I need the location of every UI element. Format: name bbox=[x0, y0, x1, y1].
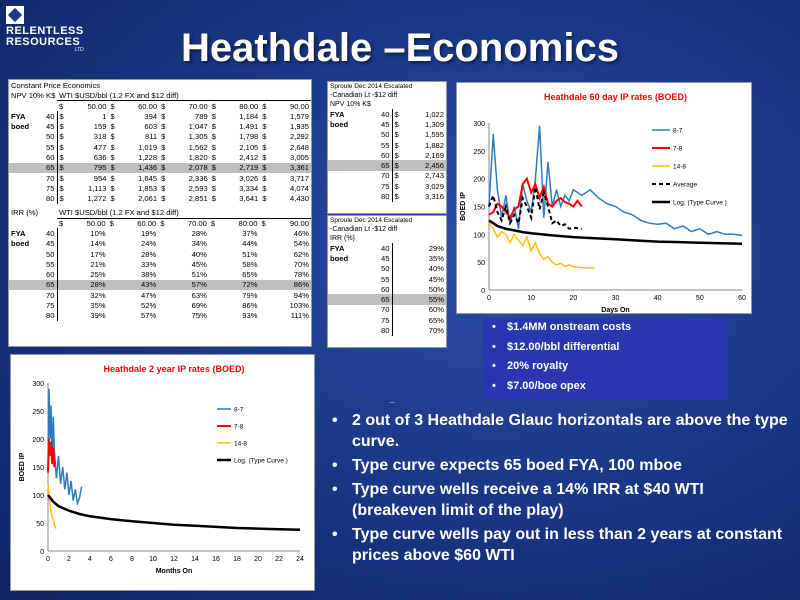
value-cell: 50% bbox=[428, 284, 444, 294]
value-cell: 75% bbox=[191, 311, 207, 321]
value-cell: 65% bbox=[428, 315, 444, 325]
rate-cell: 60 bbox=[362, 284, 392, 294]
table-row bbox=[9, 249, 311, 259]
chart-60-day bbox=[456, 82, 752, 314]
legend-label: 14-8 bbox=[673, 163, 687, 171]
rate-cell: 70 bbox=[362, 305, 392, 315]
table-row: boed 45 $ 1,309 bbox=[330, 119, 444, 129]
table-row bbox=[328, 264, 446, 274]
value-cell: 47% bbox=[141, 290, 157, 300]
rate-cell: 65 bbox=[37, 280, 57, 290]
rate-cell: 55 bbox=[37, 142, 57, 152]
rate-cell: 70 bbox=[37, 173, 57, 183]
value-cell: 2,593 bbox=[188, 183, 208, 193]
table-row bbox=[328, 243, 446, 253]
table-row: 55 $ 1,882 bbox=[328, 140, 446, 150]
price-column-header: 70.00 bbox=[169, 218, 209, 228]
x-tick-label: 16 bbox=[212, 556, 220, 563]
value-cell: 1,882 bbox=[424, 140, 444, 150]
value-cell: 10% bbox=[90, 229, 106, 238]
value-cell: 86% bbox=[270, 280, 311, 290]
table-row: 80 $ 1,272 $ 2,061 $ 2,851 $ 3,641 $ 4,430 bbox=[9, 193, 311, 203]
value-cell: 32% bbox=[90, 290, 106, 300]
value-cell: 28% bbox=[68, 280, 108, 290]
rate-cell: 75 bbox=[362, 181, 392, 191]
rate-cell: 45 bbox=[37, 121, 57, 131]
chart-title: Heathdale 60 day IP rates (BOED) bbox=[544, 92, 687, 102]
table-row bbox=[9, 280, 311, 290]
value-cell: 1,272 bbox=[87, 194, 107, 204]
value-cell: 2,648 bbox=[289, 142, 309, 152]
value-cell: 1,820 bbox=[188, 152, 208, 162]
key-point-item: • Type curve expects 65 boed FYA, 100 mboe bbox=[330, 455, 790, 476]
value-cell: 65% bbox=[242, 270, 258, 280]
value-cell: 2,105 bbox=[239, 142, 259, 152]
table-row bbox=[9, 259, 311, 269]
legend-label: Average bbox=[673, 181, 698, 189]
table-row: FYA 40 $ 1,022 bbox=[330, 109, 444, 119]
value-cell: 3,316 bbox=[424, 192, 444, 202]
value-cell: 51% bbox=[242, 249, 258, 259]
value-cell: 2,061 bbox=[138, 194, 158, 204]
value-cell: 40% bbox=[191, 249, 207, 259]
esc-npv-line2: -Canadian Lt -$12 diff bbox=[330, 92, 398, 99]
key-points bbox=[330, 410, 790, 569]
value-cell: 2,169 bbox=[424, 150, 444, 160]
assumption-item: • $12.00/bbl differential bbox=[483, 338, 728, 358]
value-cell: 2,336 bbox=[188, 173, 208, 183]
value-cell: 159 bbox=[93, 122, 107, 132]
price-column-header: 60.00 bbox=[118, 218, 158, 228]
chart-2-year-svg bbox=[11, 355, 316, 592]
price-column-header: 70.00 bbox=[170, 101, 210, 111]
y-tick-label: 300 bbox=[32, 381, 44, 388]
rate-cell: 40 bbox=[362, 109, 392, 119]
y-tick-label: 0 bbox=[481, 288, 485, 295]
y-tick-label: 150 bbox=[473, 204, 485, 212]
rate-cell: 80 bbox=[37, 311, 57, 321]
price-column-header: 90.00 bbox=[270, 218, 311, 228]
value-cell: 3,334 bbox=[239, 183, 259, 193]
table-row: 75 $ 3,029 bbox=[328, 181, 446, 191]
value-cell: 3,029 bbox=[424, 181, 444, 191]
logo-mark-icon bbox=[6, 6, 24, 24]
value-cell: 17% bbox=[90, 249, 106, 259]
value-cell: 2,743 bbox=[424, 171, 444, 181]
value-cell: 1,562 bbox=[188, 142, 208, 152]
value-cell: 94% bbox=[293, 290, 309, 300]
x-tick-label: 22 bbox=[275, 556, 283, 563]
escalated-irr-panel bbox=[327, 215, 447, 348]
rate-cell: 60 bbox=[37, 270, 57, 280]
rate-cell: 50 bbox=[362, 264, 392, 274]
x-tick-label: 10 bbox=[527, 295, 536, 302]
value-cell: 34% bbox=[191, 239, 207, 249]
value-cell: 58% bbox=[242, 259, 258, 269]
logo-line-3: LTD bbox=[74, 47, 84, 53]
table-row: FYA 40 $ 1 $ 394 $ 789 $ 1,184 $ 1,579 bbox=[11, 111, 309, 121]
value-cell: 2,292 bbox=[289, 132, 309, 142]
rate-cell: 60 bbox=[362, 150, 392, 160]
table-row: 65 $ 795 $ 1,436 $ 2,078 $ 2,719 $ 3,361 bbox=[9, 163, 311, 173]
chart-60-day-svg bbox=[457, 83, 753, 315]
x-tick-label: 30 bbox=[611, 295, 620, 302]
value-cell: 636 bbox=[93, 152, 107, 162]
table-row bbox=[328, 325, 446, 335]
value-cell: 86% bbox=[242, 301, 258, 311]
legend-label: 8-7 bbox=[234, 406, 244, 414]
value-cell: 111% bbox=[290, 311, 309, 321]
value-cell: 57% bbox=[169, 280, 209, 290]
rate-cell: 40 bbox=[37, 228, 57, 238]
key-point-item: • Type curve wells pay out in less than 2 years at constant prices above $60 WTI bbox=[330, 524, 790, 566]
value-cell: 45% bbox=[428, 274, 444, 284]
value-cell: 72% bbox=[220, 280, 260, 290]
value-cell: 35% bbox=[428, 253, 444, 263]
table-row bbox=[328, 294, 446, 304]
price-column-header: 60.00 bbox=[119, 101, 159, 111]
table-row bbox=[9, 311, 311, 321]
value-cell: 1,113 bbox=[88, 183, 107, 193]
rate-cell: 50 bbox=[37, 249, 57, 259]
table-row: 70 $ 2,743 bbox=[328, 171, 446, 181]
value-cell: 46% bbox=[293, 229, 309, 238]
rate-cell: 55 bbox=[37, 259, 57, 269]
value-cell: 19% bbox=[141, 229, 157, 238]
x-tick-label: 60 bbox=[738, 295, 746, 302]
value-cell: 1,309 bbox=[424, 119, 444, 129]
value-cell: 2,412 bbox=[239, 152, 259, 162]
row-label: FYA bbox=[330, 109, 345, 119]
legend-label: 8-7 bbox=[673, 127, 683, 135]
logo-line-1: RELENTLESS bbox=[6, 25, 84, 37]
value-cell: 1,305 bbox=[188, 132, 208, 142]
rate-cell: 80 bbox=[362, 325, 392, 335]
irr-table: IRR (%) WTI $USD/bbl (1.2 FX and $12 diff) $ 50.00 $ 60.00 $ 70.00 $ 80.00 $ 90.00 FYA 40 10% 19% 28% 37% 46% boed 45 14% 24% 34% 44% 54% 50 17% 28% 40% 51% 62% 55 21% 33% 45% 58% 70% 60 25% 38% 51% 65% 78% 65 28% 43% 57% 72% 86% 70 32% 47% 63% 79% 94% 75 35% 52% 69% 86% 103% 80 39% 57% 75% 93% 111% bbox=[11, 208, 309, 321]
assumption-item: • 20% royalty bbox=[483, 357, 728, 377]
table-row bbox=[9, 300, 311, 310]
value-cell: 318 bbox=[93, 132, 107, 142]
table-row: 75 $ 1,113 $ 1,853 $ 2,593 $ 3,334 $ 4,074 bbox=[9, 183, 311, 193]
value-cell: 3,361 bbox=[271, 163, 311, 173]
value-cell: 51% bbox=[191, 270, 207, 280]
price-header: WTI $USD/bbl (1.2 FX and $12 diff) bbox=[59, 208, 179, 218]
value-cell: 52% bbox=[141, 301, 157, 311]
x-tick-label: 18 bbox=[233, 556, 241, 563]
y-tick-label: 100 bbox=[473, 232, 485, 240]
x-axis-label: Months On bbox=[155, 568, 193, 575]
value-cell: 28% bbox=[191, 229, 207, 238]
legend-label: 7-8 bbox=[673, 145, 683, 153]
price-column-header: 50.00 bbox=[68, 218, 108, 228]
table-row: 60 $ 636 $ 1,228 $ 1,820 $ 2,412 $ 3,005 bbox=[9, 152, 311, 162]
y-tick-label: 150 bbox=[32, 465, 44, 472]
value-cell: 60% bbox=[428, 305, 444, 315]
assumption-item: • $7.00/boe opex bbox=[483, 377, 728, 397]
x-tick-label: 2 bbox=[67, 556, 71, 563]
value-cell: 44% bbox=[242, 239, 258, 249]
value-cell: 2,078 bbox=[170, 163, 210, 173]
value-cell: 37% bbox=[242, 229, 258, 238]
assumption-item: • $1.4MM onstream costs bbox=[483, 318, 728, 338]
value-cell: 1,935 bbox=[289, 122, 309, 132]
value-cell: 1,853 bbox=[138, 183, 158, 193]
value-cell: 394 bbox=[144, 111, 158, 121]
value-cell: 63% bbox=[191, 290, 207, 300]
x-tick-label: 8 bbox=[130, 556, 134, 563]
rate-cell: 55 bbox=[362, 140, 392, 150]
legend-label: Log. (Type Curve ) bbox=[673, 199, 727, 207]
price-column-header: 80.00 bbox=[220, 101, 260, 111]
row-label: boed bbox=[330, 119, 349, 129]
value-cell: 29% bbox=[428, 243, 444, 253]
esc-irr-line1: Sproule Dec 2014 Escalated bbox=[330, 217, 413, 224]
esc-irr-table bbox=[328, 243, 446, 336]
value-cell: 24% bbox=[141, 239, 157, 249]
rate-cell: 50 bbox=[362, 130, 392, 140]
rate-cell: 80 bbox=[37, 193, 57, 203]
npv-table: NPV 10% K$ WTI $USD/bbl (1.2 FX and $12 diff) $ 50.00 $ 60.00 $ 70.00 $ 80.00 $ 90.00 FYA 40 $ 1 $ 394 $ 789 $ 1,184 $ 1,579 boed 45 $ 159 $ 603 $ 1,047 $ 1,491 $ 1,935 50 $ 318 $ 811 $ 1,305 $ 1,798 $ 2,292 55 $ 477 $ 1,019 $ 1,562 $ 2,105 $ 2,648 60 $ 636 $ 1,228 $ 1,820 $ 2,412 $ 3,005 65 $ 795 $ 1,436 $ 2,078 $ 2,719 $ 3,361 70 $ 954 $ 1,645 $ 2,336 $ 3,026 $ 3,717 75 $ 1,113 $ 1,853 $ 2,593 $ 3,334 $ 4,074 80 $ 1,272 $ 2,061 $ 2,851 $ 3,641 $ 4,430 bbox=[11, 90, 309, 204]
value-cell: 40% bbox=[428, 264, 444, 274]
value-cell: 1,184 bbox=[239, 111, 259, 121]
logo-line-2: RESOURCES bbox=[6, 36, 81, 48]
value-cell: 954 bbox=[93, 173, 107, 183]
y-axis-label: BOED IP bbox=[19, 452, 26, 482]
y-tick-label: 300 bbox=[473, 121, 485, 128]
value-cell: 38% bbox=[141, 270, 157, 280]
rate-cell: 60 bbox=[37, 152, 57, 162]
value-cell: 1,579 bbox=[289, 111, 309, 121]
x-tick-label: 10 bbox=[149, 556, 157, 563]
escalated-npv-panel bbox=[327, 81, 447, 214]
value-cell: 795 bbox=[69, 163, 109, 173]
table-row bbox=[9, 239, 311, 249]
table-subtitle: NPV 10% K$ bbox=[11, 91, 56, 101]
x-tick-label: 20 bbox=[569, 295, 578, 302]
price-column-header: 90.00 bbox=[271, 101, 311, 111]
series-line-14-8 bbox=[48, 484, 56, 529]
table-row: 50 $ 1,595 bbox=[328, 130, 446, 140]
value-cell: 1,798 bbox=[239, 132, 259, 142]
table-row: 50 $ 318 $ 811 $ 1,305 $ 1,798 $ 2,292 bbox=[9, 132, 311, 142]
x-tick-label: 20 bbox=[254, 556, 262, 563]
price-header: WTI $USD/bbl (1.2 FX and $12 diff) bbox=[59, 90, 179, 100]
value-cell: 93% bbox=[242, 311, 258, 321]
y-tick-label: 50 bbox=[36, 521, 44, 528]
key-point-item: • 2 out of 3 Heathdale Glauc horizontals are above the type curve. bbox=[330, 410, 790, 452]
value-cell: 39% bbox=[90, 311, 106, 321]
rate-cell: 70 bbox=[362, 171, 392, 181]
y-tick-label: 250 bbox=[32, 409, 44, 416]
table-row bbox=[328, 315, 446, 325]
rate-cell: 55 bbox=[362, 274, 392, 284]
value-cell: 4,074 bbox=[289, 183, 309, 193]
slide-title: Heathdale –Economics bbox=[181, 26, 619, 70]
rate-cell: 65 bbox=[362, 294, 392, 304]
rate-cell: 45 bbox=[362, 253, 392, 263]
x-tick-label: 12 bbox=[170, 556, 178, 563]
rate-cell: 65 bbox=[37, 163, 57, 173]
value-cell: 70% bbox=[293, 259, 309, 269]
table-row bbox=[9, 270, 311, 280]
value-cell: 477 bbox=[93, 142, 107, 152]
rate-cell: 75 bbox=[37, 300, 57, 310]
table-row: 80 $ 3,316 bbox=[328, 191, 446, 201]
esc-irr-line3: IRR (%) bbox=[330, 235, 355, 242]
value-cell: 1,047 bbox=[188, 122, 208, 132]
row-label: boed bbox=[330, 253, 349, 263]
price-column-header: 50.00 bbox=[69, 101, 109, 111]
value-cell: 1,022 bbox=[424, 109, 444, 119]
value-cell: 1 bbox=[102, 111, 107, 121]
value-cell: 62% bbox=[293, 249, 309, 259]
series-line-14-8 bbox=[489, 223, 594, 268]
table-row bbox=[9, 290, 311, 300]
value-cell: 69% bbox=[191, 301, 207, 311]
value-cell: 1,436 bbox=[119, 163, 159, 173]
value-cell: 28% bbox=[141, 249, 157, 259]
rate-cell: 40 bbox=[37, 111, 57, 121]
rate-cell: 80 bbox=[362, 191, 392, 201]
value-cell: 55% bbox=[402, 294, 446, 304]
y-tick-label: 250 bbox=[473, 148, 485, 156]
value-cell: 43% bbox=[118, 280, 158, 290]
x-axis-label: Days On bbox=[601, 307, 630, 314]
value-cell: 1,645 bbox=[138, 173, 158, 183]
npv-table-title: Constant Price Economics bbox=[11, 81, 101, 90]
table-row bbox=[328, 253, 446, 263]
constant-price-tables bbox=[8, 79, 312, 347]
value-cell: 103% bbox=[289, 301, 309, 311]
series-line-log-type-curve bbox=[48, 495, 300, 530]
value-cell: 45% bbox=[191, 259, 207, 269]
table-row bbox=[328, 305, 446, 315]
x-tick-label: 50 bbox=[695, 295, 704, 302]
legend-label: 14-8 bbox=[234, 440, 248, 448]
value-cell: 3,026 bbox=[239, 173, 259, 183]
x-tick-label: 24 bbox=[296, 556, 304, 563]
value-cell: 811 bbox=[144, 132, 158, 142]
value-cell: 3,005 bbox=[289, 152, 309, 162]
table-row: 65 $ 2,456 bbox=[328, 160, 446, 170]
value-cell: 33% bbox=[141, 259, 157, 269]
value-cell: 1,595 bbox=[424, 130, 444, 140]
row-label: FYA bbox=[11, 111, 26, 121]
chart-2-year bbox=[10, 354, 315, 591]
value-cell: 789 bbox=[195, 111, 208, 121]
row-label: boed bbox=[11, 122, 30, 132]
rate-cell: 75 bbox=[37, 183, 57, 193]
value-cell: 4,430 bbox=[289, 194, 309, 204]
esc-irr-line2: -Canadian Lt -$12 diff bbox=[330, 226, 398, 233]
x-tick-label: 0 bbox=[46, 556, 50, 563]
series-line-8-7 bbox=[48, 389, 82, 504]
table-row bbox=[9, 228, 311, 238]
rate-cell: 45 bbox=[362, 119, 392, 129]
row-label: FYA bbox=[11, 229, 26, 238]
rate-cell: 40 bbox=[362, 243, 392, 253]
table-row: boed 45 $ 159 $ 603 $ 1,047 $ 1,491 $ 1,935 bbox=[11, 122, 309, 132]
value-cell: 1,491 bbox=[239, 122, 259, 132]
table-row bbox=[328, 274, 446, 284]
y-tick-label: 50 bbox=[477, 260, 485, 268]
y-tick-label: 0 bbox=[40, 549, 44, 556]
value-cell: 14% bbox=[90, 239, 106, 249]
x-tick-label: 14 bbox=[191, 556, 199, 563]
rate-cell: 70 bbox=[37, 290, 57, 300]
value-cell: 3,717 bbox=[289, 173, 309, 183]
esc-npv-line1: Sproule Dec 2014 Escalated bbox=[330, 83, 413, 90]
table-subtitle: IRR (%) bbox=[11, 208, 38, 218]
value-cell: 2,456 bbox=[402, 160, 446, 170]
value-cell: 1,228 bbox=[138, 152, 158, 162]
legend-label: 7-8 bbox=[234, 423, 244, 431]
value-cell: 78% bbox=[293, 270, 309, 280]
x-tick-label: 6 bbox=[109, 556, 113, 563]
rate-cell: 45 bbox=[37, 239, 57, 249]
row-label: boed bbox=[11, 239, 30, 249]
value-cell: 35% bbox=[90, 301, 106, 311]
value-cell: 1,019 bbox=[138, 142, 158, 152]
x-tick-label: 0 bbox=[487, 295, 491, 302]
chart-title: Heathdale 2 year IP rates (BOED) bbox=[103, 364, 245, 374]
value-cell: 79% bbox=[242, 290, 258, 300]
table-row: 60 $ 2,169 bbox=[328, 150, 446, 160]
y-tick-label: 200 bbox=[32, 437, 44, 444]
value-cell: 2,851 bbox=[188, 194, 208, 204]
value-cell: 2,719 bbox=[220, 163, 260, 173]
y-tick-label: 200 bbox=[473, 176, 485, 184]
rate-cell: 50 bbox=[37, 132, 57, 142]
row-label: FYA bbox=[330, 243, 345, 253]
y-axis-label: BOED IP bbox=[460, 192, 467, 221]
x-tick-label: 40 bbox=[653, 295, 662, 302]
assumptions-box bbox=[483, 318, 728, 400]
price-column-header: 80.00 bbox=[220, 218, 260, 228]
esc-npv-table bbox=[328, 109, 446, 202]
rate-cell: 75 bbox=[362, 315, 392, 325]
x-tick-label: 4 bbox=[88, 556, 92, 563]
table-row bbox=[328, 284, 446, 294]
divider bbox=[389, 402, 395, 403]
value-cell: 54% bbox=[293, 239, 309, 249]
table-row: 55 $ 477 $ 1,019 $ 1,562 $ 2,105 $ 2,648 bbox=[9, 142, 311, 152]
legend-label: Log. (Type Curve ) bbox=[234, 457, 288, 465]
table-row: 70 $ 954 $ 1,645 $ 2,336 $ 3,026 $ 3,717 bbox=[9, 173, 311, 183]
value-cell: 25% bbox=[90, 270, 106, 280]
value-cell: 3,641 bbox=[239, 194, 259, 204]
y-tick-label: 100 bbox=[32, 493, 44, 500]
value-cell: 21% bbox=[90, 259, 106, 269]
value-cell: 70% bbox=[428, 326, 444, 336]
key-point-item: • Type curve wells receive a 14% IRR at $40 WTI (breakeven limit of the play) bbox=[330, 479, 790, 521]
esc-npv-line3: NPV 10% K$ bbox=[330, 101, 371, 108]
rate-cell: 65 bbox=[362, 160, 392, 170]
value-cell: 57% bbox=[141, 311, 157, 321]
value-cell: 603 bbox=[144, 122, 158, 132]
